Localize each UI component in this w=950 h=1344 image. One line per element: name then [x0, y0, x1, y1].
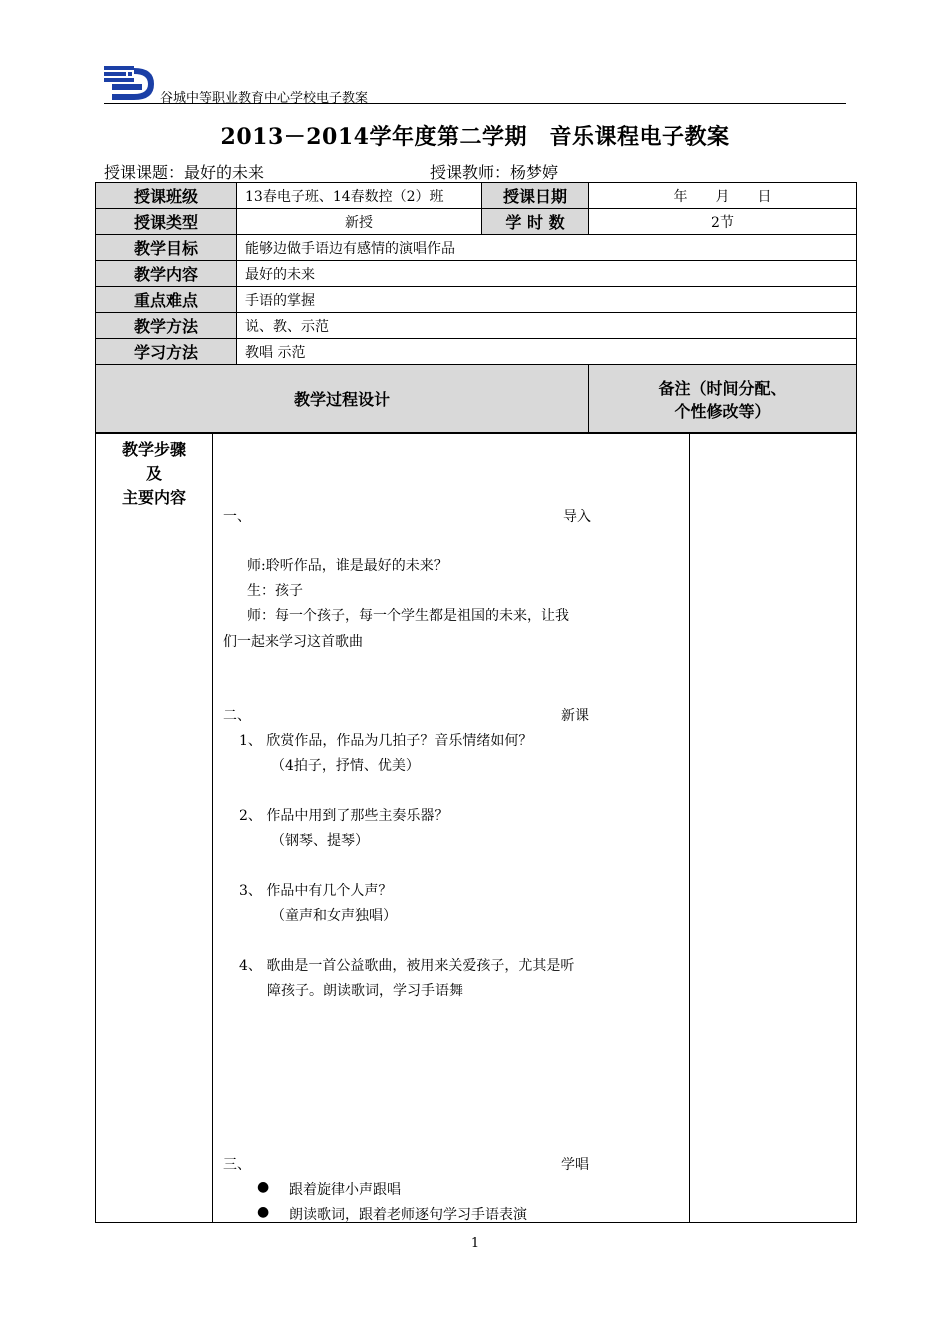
- key-value: 手语的掌握: [237, 287, 857, 313]
- question-2: 2、 作品中用到了那些主奏乐器？: [239, 808, 449, 824]
- teaching-process-table: [95, 433, 857, 1223]
- type-label: 授课类型: [96, 209, 237, 235]
- section-3-title: 学唱: [561, 1157, 589, 1173]
- method-label: 教学方法: [96, 313, 237, 339]
- date-label: 授课日期: [482, 183, 589, 209]
- lesson-topic: 授课课题：最好的未来: [104, 163, 265, 182]
- hours-label: 学 时 数: [482, 209, 589, 235]
- type-value: 新授: [237, 209, 482, 235]
- row-process-header: [96, 365, 857, 433]
- bullet-icon: ●: [257, 1204, 270, 1220]
- section-3-number: 三、: [223, 1157, 251, 1173]
- answer-3: （童声和女声独唱）: [271, 908, 397, 924]
- answer-1: （4拍子，抒情、优美）: [271, 758, 420, 774]
- steps-content: [213, 434, 690, 1223]
- content-label: 教学内容: [96, 261, 237, 287]
- method-value: 说、教、示范: [237, 313, 857, 339]
- question-3: 3、 作品中有几个人声？: [239, 883, 393, 899]
- hours-value: 2节: [589, 209, 857, 235]
- section-1-line-4: 们一起来学习这首歌曲: [223, 634, 363, 650]
- process-design-label: 教学过程设计: [96, 365, 589, 433]
- key-label: 重点难点: [96, 287, 237, 313]
- school-logo-icon: [104, 66, 156, 102]
- row-type: [96, 209, 857, 235]
- row-key: [96, 287, 857, 313]
- school-name: 谷城中等职业教育中心学校电子教案: [160, 91, 369, 106]
- question-4: 4、 歌曲是一首公益歌曲，被用来关爱孩子，尤其是听: [239, 958, 575, 974]
- steps-label-line-3: 主要内容: [121, 488, 186, 507]
- row-content: [96, 261, 857, 287]
- page-number: 1: [470, 1236, 480, 1251]
- notes-label-line-2: 个性修改等）: [674, 401, 771, 421]
- bullet-1: 跟着旋律小声跟唱: [289, 1182, 401, 1198]
- bullet-2: 朗读歌词，跟着老师逐句学习手语表演: [289, 1207, 527, 1223]
- lesson-teacher: 授课教师：杨梦婷: [430, 163, 559, 182]
- section-1-number: 一、: [223, 509, 251, 525]
- steps-label-line-2: 及: [145, 464, 162, 483]
- section-1-line-3: 师：每一个孩子，每一个学生都是祖国的未来，让我: [247, 608, 569, 624]
- steps-label-line-1: 教学步骤: [121, 440, 186, 459]
- lesson-info-table: [95, 182, 857, 433]
- goal-label: 教学目标: [96, 235, 237, 261]
- study-label: 学习方法: [96, 339, 237, 365]
- row-class: [96, 183, 857, 209]
- bullet-icon: ●: [257, 1179, 270, 1195]
- class-value: 13春电子班、14春数控（2）班: [237, 183, 482, 209]
- steps-label: [96, 434, 213, 1223]
- section-1-title: 导入: [563, 509, 591, 525]
- notes-column: [690, 434, 857, 1223]
- answer-2: （钢琴、提琴）: [271, 833, 369, 849]
- question-4-cont: 障孩子。朗读歌词，学习手语舞: [267, 983, 463, 999]
- content-value: 最好的未来: [237, 261, 857, 287]
- section-2-title: 新课: [561, 708, 589, 724]
- row-goal: [96, 235, 857, 261]
- study-value: 教唱 示范: [237, 339, 857, 365]
- goal-value: 能够边做手语边有感情的演唱作品: [237, 235, 857, 261]
- section-2-number: 二、: [223, 708, 251, 724]
- section-1-line-2: 生：孩子: [247, 583, 303, 599]
- row-study: [96, 339, 857, 365]
- section-1-line-1: 师:聆听作品，谁是最好的未来？: [247, 558, 448, 574]
- question-1: 1、 欣赏作品，作品为几拍子？音乐情绪如何？: [239, 733, 533, 749]
- notes-label: [589, 365, 857, 433]
- header-divider: [104, 103, 846, 104]
- document-title: 2013－2014学年度第二学期 音乐课程电子教案: [220, 124, 730, 150]
- row-method: [96, 313, 857, 339]
- class-label: 授课班级: [96, 183, 237, 209]
- notes-label-line-1: 备注（时间分配、: [658, 378, 787, 398]
- date-value: 年 月 日: [589, 183, 857, 209]
